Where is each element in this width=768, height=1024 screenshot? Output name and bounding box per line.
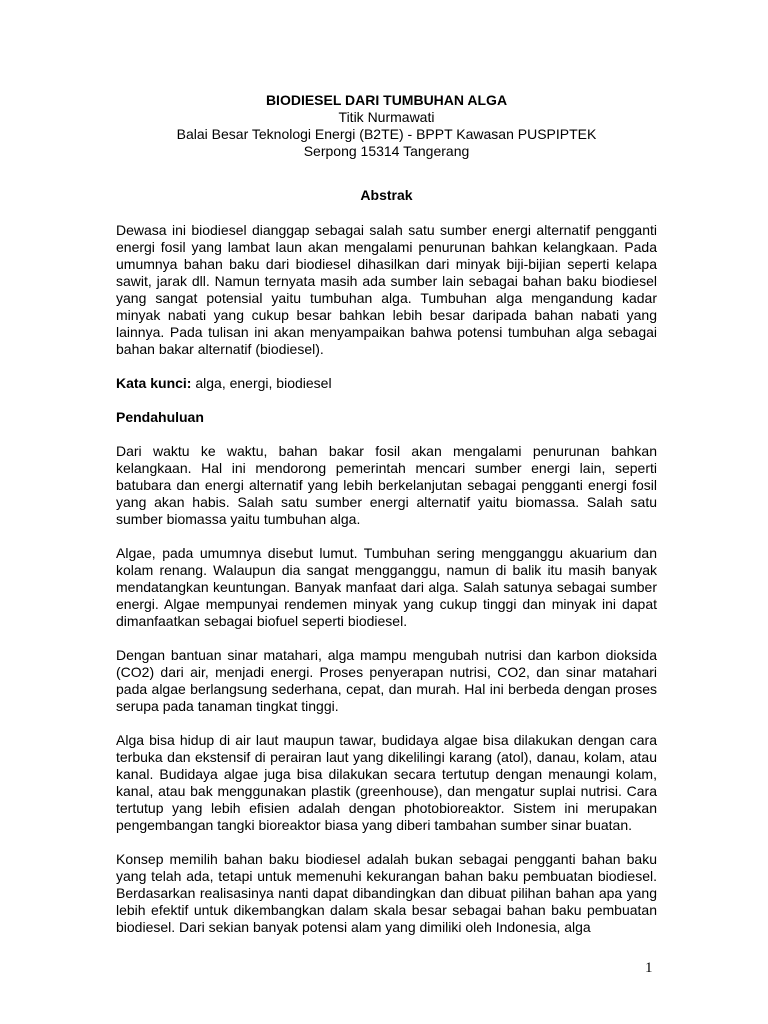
body-paragraph: Konsep memilih bahan baku biodiesel adalah bukan sebagai pengganti bahan baku yang telah ada, tetapi untuk memenuhi kekurangan bahan baku pembuatan biodiesel. Berdasarkan realisasinya nanti dapat dibandingkan dan dibuat pilihan bahan apa yang lebih efektif untuk dikembangkan dalam skala besar sebagai bahan baku pembuatan biodiesel. Dari sekian banyak potensi alam yang dimiliki oleh Indonesia, alga	[116, 851, 657, 935]
body-paragraph: Dari waktu ke waktu, bahan bakar fosil akan mengalami penurunan bahkan kelangkaan. Hal ini mendorong pemerintah mencari sumber energi lain, seperti batubara dan energi alternatif yang lebih berkelanjutan sebagai pengganti energi fosil yang akan habis. Salah satu sumber energi alternatif yaitu biomassa. Salah satu sumber biomassa yaitu tumbuhan alga.	[116, 443, 657, 527]
paper-header	[116, 92, 657, 160]
keywords-text: alga, energi, biodiesel	[191, 375, 332, 391]
author-name: Titik Nurmawati	[338, 109, 435, 125]
abstract-text: Dewasa ini biodiesel dianggap sebagai salah satu sumber energi alternatif pengganti energi fosil yang lambat laun akan mengalami penurunan bahkan kelangkaan. Pada umumnya bahan baku dari biodiesel dihasilkan dari minyak biji-bijian seperti kelapa sawit, jarak dll. Namun ternyata masih ada sumber lain sebagai bahan baku biodiesel yang sangat potensial yaitu tumbuhan alga. Tumbuhan alga mengandung kadar minyak nabati yang cukup besar bahkan lebih besar daripada bahan nabati yang lainnya. Pada tulisan ini akan menyampaikan bahwa potensi tumbuhan alga sebagai bahan bakar alternatif (biodiesel).	[116, 222, 657, 357]
paper-title: BIODIESEL DARI TUMBUHAN ALGA	[265, 92, 508, 108]
keywords-label: Kata kunci:	[116, 375, 192, 391]
author-address: Serpong 15314 Tangerang	[303, 143, 470, 159]
body-paragraph: Dengan bantuan sinar matahari, alga mampu mengubah nutrisi dan karbon dioksida (CO2) dari air, menjadi energi. Proses penyerapan nutrisi, CO2, dan sinar matahari pada algae berlangsung sederhana, cepat, dan murah. Hal ini berbeda dengan proses serupa pada tanaman tingkat tinggi.	[116, 647, 657, 714]
body-paragraph: Algae, pada umumnya disebut lumut. Tumbuhan sering mengganggu akuarium dan kolam renang. Walaupun dia sangat mengganggu, namun di balik itu masih banyak mendatangkan keuntungan. Banyak manfaat dari alga. Salah satunya sebagai sumber energi. Algae mempunyai rendemen minyak yang cukup tinggi dan minyak ini dapat dimanfaatkan sebagai biofuel seperti biodiesel.	[116, 545, 657, 629]
page-number: 1	[645, 960, 653, 976]
keywords	[116, 375, 657, 392]
author-affiliation: Balai Besar Teknologi Energi (B2TE) - BPPT Kawasan PUSPIPTEK	[176, 126, 597, 142]
body-paragraph: Alga bisa hidup di air laut maupun tawar, budidaya algae bisa dilakukan dengan cara terbuka dan ekstensif di perairan laut yang dikelilingi karang (atol), danau, kolam, atau kanal. Budidaya algae juga bisa dilakukan secara tertutup dengan menaungi kolam, kanal, atau bak menggunakan plastik (greenhouse), dan mengatur suplai nutrisi. Cara tertutup yang lebih efisien adalah dengan photobioreaktor. Sistem ini merupakan pengembangan tangki bioreaktor biasa yang diberi tambahan sumber sinar buatan.	[116, 732, 657, 833]
document-page	[116, 92, 657, 936]
section-heading: Pendahuluan	[116, 409, 204, 425]
abstract-heading: Abstrak	[360, 187, 413, 203]
